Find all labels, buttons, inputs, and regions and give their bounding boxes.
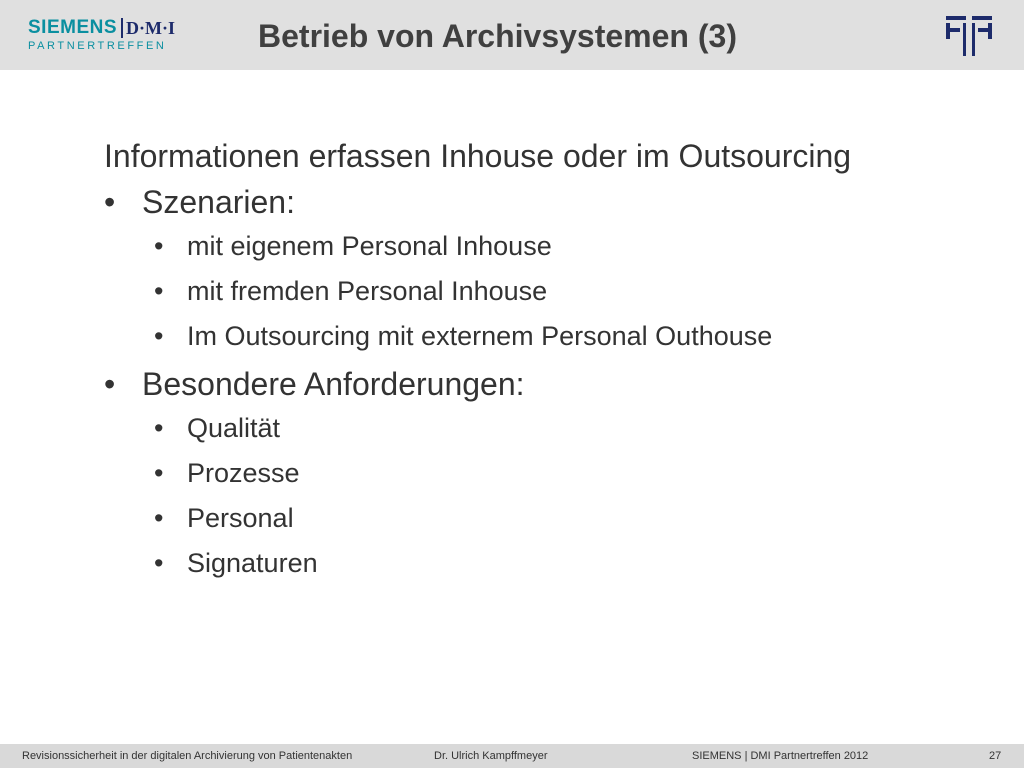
bullet-icon: • [154, 276, 164, 306]
sub-bullet-label: mit eigenem Personal Inhouse [187, 231, 552, 261]
bullet-icon: • [154, 321, 164, 351]
logo-brand-text: SIEMENS [28, 17, 118, 38]
slide-header [0, 0, 1024, 70]
footer-author: Dr. Ulrich Kampffmeyer [434, 750, 548, 762]
bullet-icon: • [104, 366, 116, 402]
logo-dmi-text: D·M·I [126, 17, 176, 38]
bullet-label: Besondere Anforderungen: [142, 366, 525, 402]
bullet-icon: • [154, 413, 164, 443]
bullet-icon: • [154, 231, 164, 261]
sub-bullet [104, 547, 984, 579]
siemens-dmi-logo [28, 17, 176, 56]
bullet-icon: • [154, 548, 164, 578]
logo-wordmark [28, 18, 175, 38]
slide-footer [0, 744, 1024, 768]
logo-subtitle: PARTNERTREFFEN [28, 40, 167, 52]
footer-page-number: 27 [989, 750, 1002, 762]
sub-bullet [104, 230, 984, 262]
sub-bullet-label: Qualität [187, 413, 281, 443]
bullet-requirements [104, 366, 984, 402]
sub-bullet [104, 412, 984, 444]
logo-divider [121, 18, 123, 38]
bullet-icon: • [104, 184, 116, 220]
footer-presentation-title: Revisionssicherheit in der digitalen Archivierung von Patientenakten [22, 750, 353, 762]
sub-bullet-label: Prozesse [187, 458, 300, 488]
slide-title: Betrieb von Archivsystemen (3) [258, 18, 737, 54]
sub-bullet [104, 502, 984, 534]
body-heading: Informationen erfassen Inhouse oder im Outsourcing [104, 138, 852, 174]
footer-event: SIEMENS | DMI Partnertreffen 2012 [692, 750, 869, 762]
slide-body [104, 138, 984, 592]
ffk-logo-icon [944, 14, 994, 58]
sub-bullet [104, 275, 984, 307]
bullet-label: Szenarien: [142, 184, 295, 220]
bullet-scenarios [104, 184, 984, 220]
sub-bullet-label: Im Outsourcing mit externem Personal Outhouse [187, 321, 773, 351]
sub-bullet-label: Signaturen [187, 548, 318, 578]
sub-bullet [104, 457, 984, 489]
sub-bullet [104, 320, 984, 352]
sub-bullet-label: mit fremden Personal Inhouse [187, 276, 548, 306]
bullet-icon: • [154, 503, 164, 533]
bullet-icon: • [154, 458, 164, 488]
sub-bullet-label: Personal [187, 503, 294, 533]
